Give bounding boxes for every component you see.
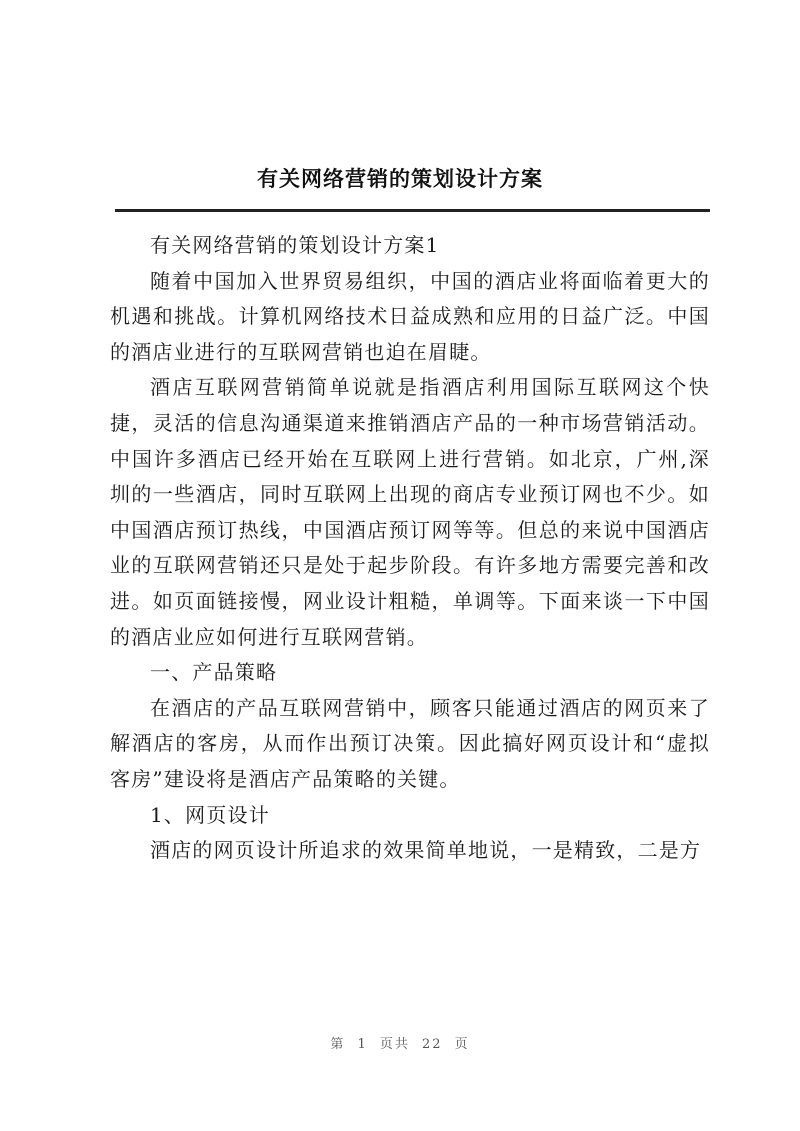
- paragraph: 在酒店的产品互联网营销中，顾客只能通过酒店的网页来了解酒店的客房，从而作出预订决策。因此搞好网页设计和“虚拟客房”建设将是酒店产品策略的关键。: [110, 695, 710, 791]
- paragraph: 酒店互联网营销简单说就是指酒店利用国际互联网这个快捷，灵活的信息沟通渠道来推销酒店产品的一种市场营销活动。中国许多酒店已经开始在互联网上进行营销。如北京，广州,深圳的一些酒店，同时互联网上出现的商店专业预订网也不少。如中国酒店预订热线，中国酒店预订网等等。但总的来说中国酒店业的互联网营销还只是处于起步阶段。有许多地方需要完善和改进。如页面链接慢，网业设计粗糙，单调等。下面来谈一下中国的酒店业应如何进行互联网营销。: [110, 375, 710, 649]
- page-number-footer: 第 1 页共 22 页: [330, 1037, 470, 1052]
- paragraph: 酒店的网页设计所追求的效果简单地说，一是精致，二是方: [150, 838, 702, 863]
- section-heading: 一、产品策略: [150, 660, 278, 685]
- title-underline: [115, 209, 710, 212]
- document-title: 有关网络营销的策划设计方案: [257, 167, 543, 191]
- document-body: [110, 228, 710, 869]
- paragraph: 随着中国加入世界贸易组织，中国的酒店业将面临着更大的机遇和挑战。计算机网络技术日益成熟和应用的日益广泛。中国的酒店业进行的互联网营销也迫在眉睫。: [110, 268, 710, 364]
- subsection-heading: 1、网页设计: [150, 802, 270, 827]
- section-heading: 有关网络营销的策划设计方案1: [150, 233, 440, 257]
